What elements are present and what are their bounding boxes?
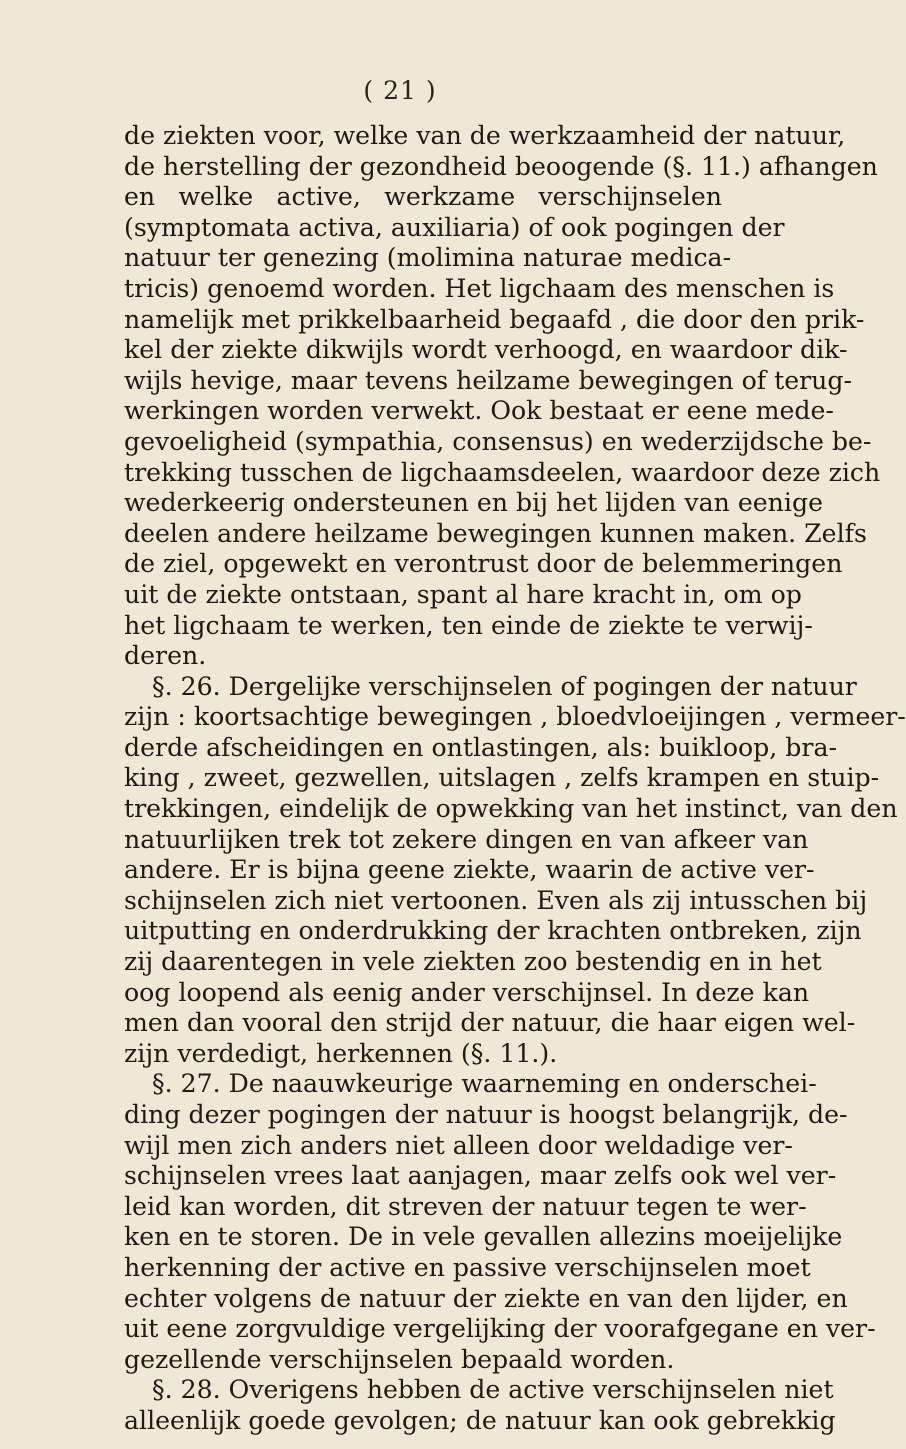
- text-line: leid kan worden, dit streven der natuur tegen te wer-: [124, 1191, 807, 1221]
- text-line: uit de ziekte ontstaan, spant al hare kracht in, om op: [124, 579, 802, 609]
- text-line: ding dezer pogingen der natuur is hoogst belangrijk, de-: [124, 1100, 848, 1129]
- text-line: zijn verdedigt, herkennen (§. 11.).: [124, 1038, 558, 1068]
- text-line: en welke active, werkzame verschijnselen: [124, 182, 722, 212]
- text-line: de ziekten voor, welke van de werkzaamheid der natuur,: [124, 121, 846, 150]
- text-line: deren.: [124, 641, 207, 671]
- section-26-start: §. 26. Dergelijke verschijnselen of pogingen der natuur: [152, 671, 857, 701]
- body-text: [124, 121, 906, 1437]
- text-line: kel der ziekte dikwijls wordt verhoogd, en waardoor dik-: [124, 335, 848, 365]
- text-line: schijnselen vrees laat aanjagen, maar zelfs ook wel ver-: [124, 1161, 837, 1191]
- text-line: oog loopend als eenig ander verschijnsel. In deze kan: [124, 977, 810, 1007]
- text-line: zijn : koortsachtige bewegingen , bloedvloeijingen , vermeer-: [124, 702, 906, 732]
- text-line: natuur ter genezing (molimina naturae medica-: [124, 243, 732, 273]
- page-number: ( 21 ): [363, 76, 437, 105]
- text-line: ken en te storen. De in vele gevallen allezins moeijelijke: [124, 1222, 843, 1252]
- text-line: king , zweet, gezwellen, uitslagen , zelfs krampen en stuip-: [124, 763, 880, 793]
- text-line: schijnselen zich niet vertoonen. Even als zij intusschen bij: [124, 885, 868, 915]
- text-line: gevoeligheid (sympathia, consensus) en wederzijdsche be-: [124, 426, 872, 456]
- text-line: gezellende verschijnselen bepaald worden.: [124, 1344, 675, 1374]
- section-28-start: §. 28. Overigens hebben de active verschijnselen niet: [152, 1375, 834, 1405]
- text-line: deelen andere heilzame bewegingen kunnen maken. Zelfs: [124, 518, 867, 548]
- text-line: zij daarentegen in vele ziekten zoo bestendig en in het: [124, 947, 822, 977]
- text-line: namelijk met prikkelbaarheid begaafd , die door den prik-: [124, 304, 865, 334]
- text-line: wijls hevige, maar tevens heilzame bewegingen of terug-: [124, 365, 853, 395]
- text-line: (symptomata activa, auxiliaria) of ook pogingen der: [124, 212, 785, 242]
- text-line: echter volgens de natuur der ziekte en van den lijder, en: [124, 1283, 848, 1313]
- text-line: wijl men zich anders niet alleen door weldadige ver-: [124, 1130, 793, 1160]
- text-line: tricis) genoemd worden. Het ligchaam des menschen is: [124, 273, 835, 303]
- text-line: herkenning der active en passive verschijnselen moet: [124, 1252, 811, 1282]
- text-line: wederkeerig ondersteunen en bij het lijden van eenige: [124, 488, 823, 518]
- text-line: uitputting en onderdrukking der krachten ontbreken, zijn: [124, 916, 862, 946]
- text-line: trekking tusschen de ligchaamsdeelen, waardoor deze zich: [124, 457, 881, 487]
- text-line: andere. Er is bijna geene ziekte, waarin de active ver-: [124, 855, 815, 885]
- text-line: werkingen worden verwekt. Ook bestaat er eene mede-: [124, 396, 834, 426]
- text-line: het ligchaam te werken, ten einde de ziekte te verwij-: [124, 610, 813, 640]
- text-line: de herstelling der gezondheid beoogende (§. 11.) afhangen: [124, 151, 878, 181]
- text-line: de ziel, opgewekt en verontrust door de belemmeringen: [124, 549, 843, 579]
- text-line: derde afscheidingen en ontlastingen, als: buikloop, bra-: [124, 732, 837, 762]
- section-27-start: §. 27. De naauwkeurige waarneming en onderschei-: [152, 1069, 817, 1099]
- text-line: natuurlijken trek tot zekere dingen en van afkeer van: [124, 824, 809, 854]
- text-line: alleenlijk goede gevolgen; de natuur kan ook gebrekkig: [124, 1405, 836, 1435]
- text-line: men dan vooral den strijd der natuur, die haar eigen wel-: [124, 1008, 856, 1038]
- text-line: trekkingen, eindelijk de opwekking van het instinct, van den: [124, 794, 898, 824]
- text-line: uit eene zorgvuldige vergelijking der voorafgegane en ver-: [124, 1314, 876, 1344]
